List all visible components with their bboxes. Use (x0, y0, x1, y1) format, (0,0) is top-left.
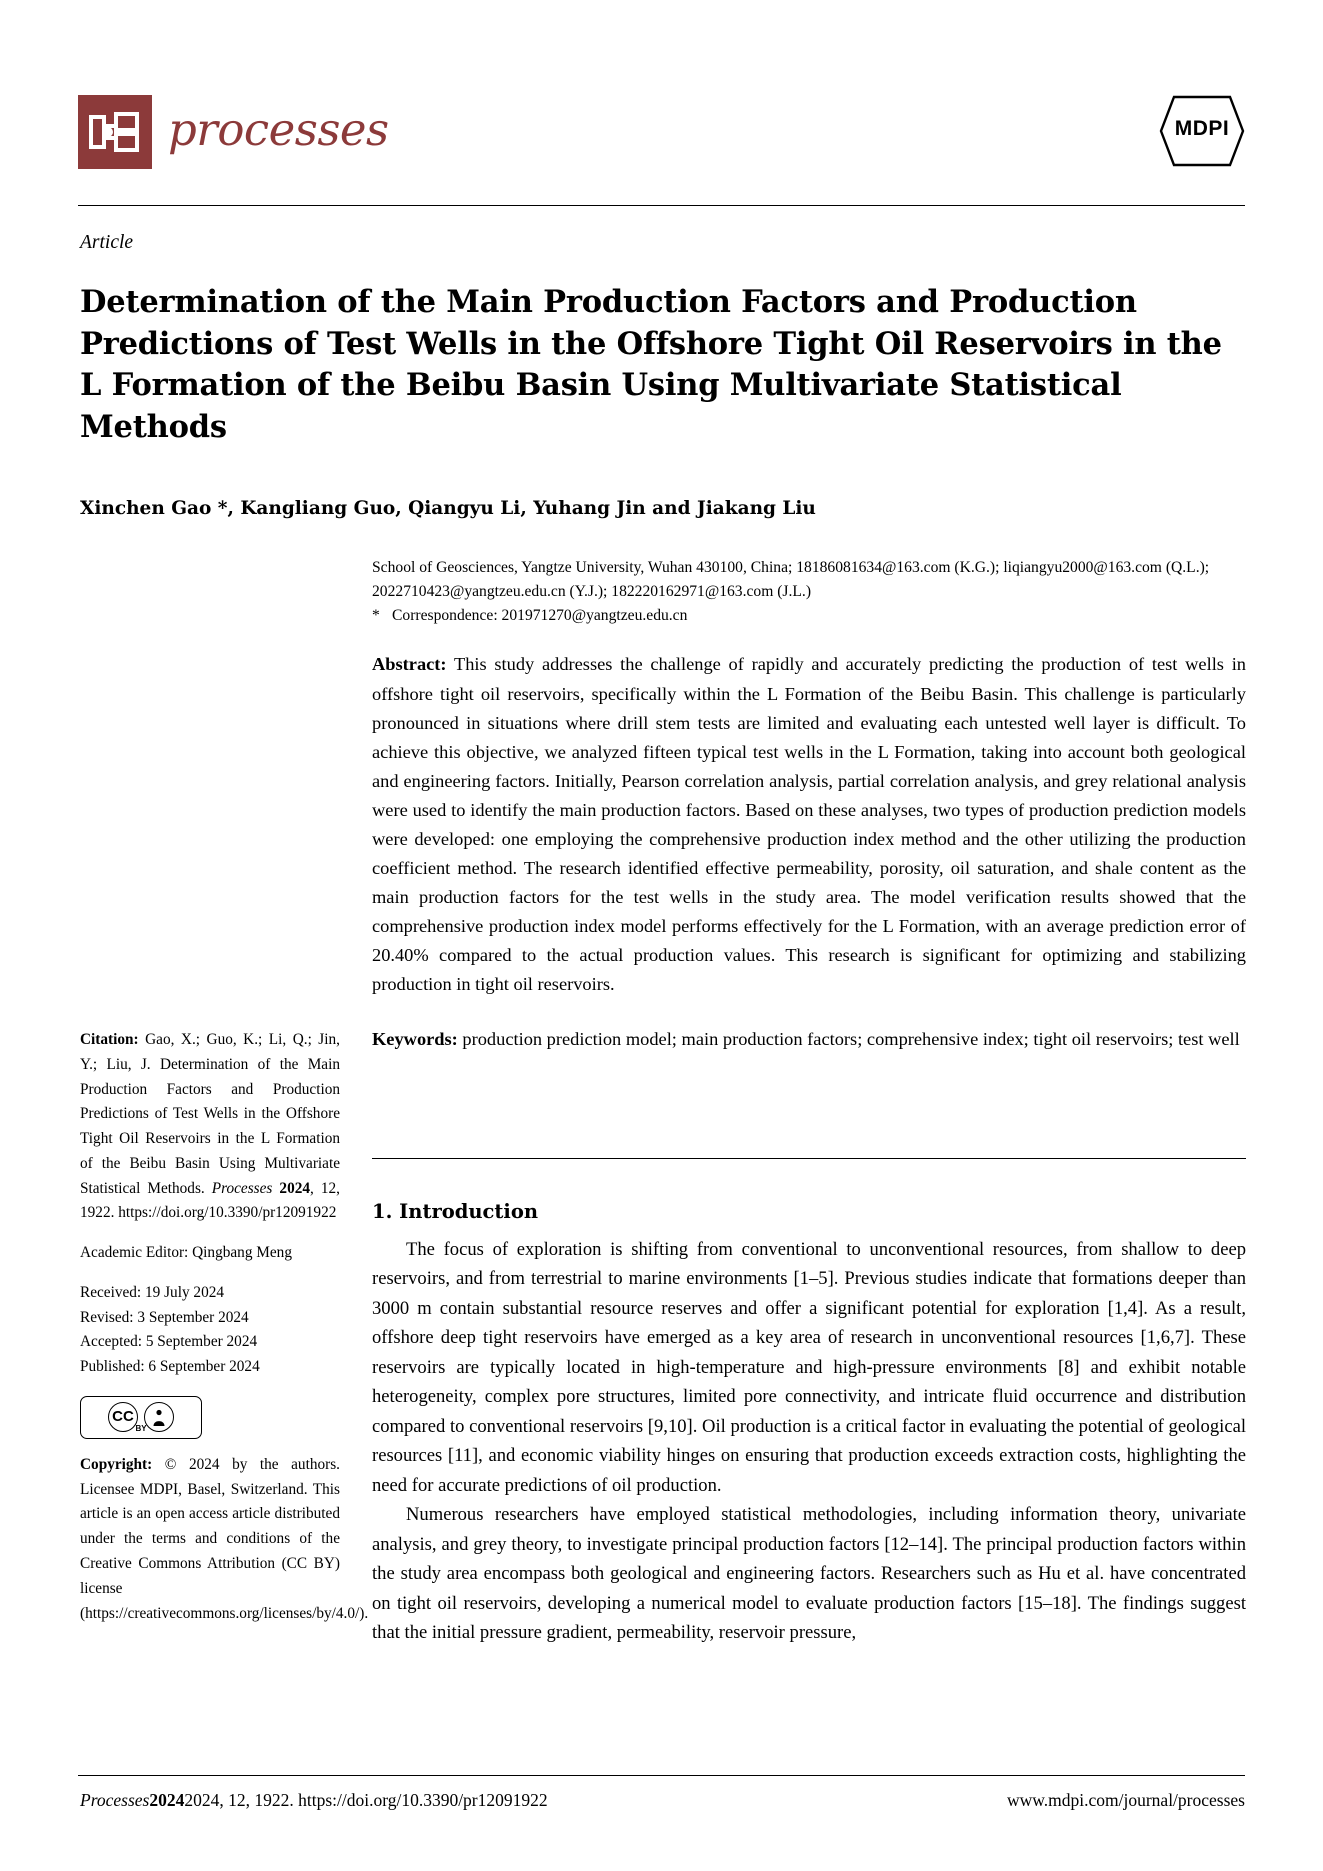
mdpi-logo-text: MDPI (1174, 117, 1230, 140)
citation-tail: , 12, 1922. https://doi.org/10.3390/pr12091922 (80, 1179, 340, 1222)
revised-date: Revised: 3 September 2024 (80, 1308, 249, 1326)
processes-gear-icon (78, 95, 152, 169)
journal-name: processes (168, 102, 389, 156)
copyright-text: © 2024 by the authors. Licensee MDPI, Basel, Switzerland. This article is an open access article distributed under the terms and conditions of the Creative Commons Attribution (CC BY) license (https://creativecommons.org/licenses/by/4.0/). (80, 1455, 369, 1622)
mdpi-logo (1159, 95, 1245, 167)
abstract-divider (372, 1158, 1246, 1159)
footer-year: 2024 (149, 1790, 185, 1810)
author-list: Xinchen Gao *, Kangliang Guo, Qiangyu Li, Yuhang Jin and Jiakang Liu (80, 498, 816, 519)
citation-block (80, 1028, 340, 1226)
citation-text: Gao, X.; Guo, K.; Li, Q.; Jin, Y.; Liu, J. Determination of the Main Production Factors and Production Predictions of Test Wells in the Offshore Tight Oil Reservoirs in the L Formation of the Beibu Basin Using Multivariate Statistical Methods. (80, 1031, 340, 1197)
sidebar-metadata (80, 1028, 369, 1641)
footer-url[interactable]: www.mdpi.com/journal/processes (1007, 1790, 1245, 1810)
cc-by-glyph: BY (135, 1424, 147, 1433)
abstract-label: Abstract: (372, 654, 447, 675)
article-frontmatter (372, 556, 1246, 1054)
keywords-label: Keywords: (372, 1029, 458, 1050)
citation-journal: Processes (211, 1179, 273, 1197)
footer-divider (78, 1775, 1245, 1776)
keywords (372, 1025, 1246, 1054)
keywords-text: production prediction model; main production factors; comprehensive index; tight oil reservoirs; test well (457, 1029, 1240, 1050)
citation-year: 2024 (279, 1179, 311, 1197)
article-type: Article (80, 232, 134, 253)
abstract (372, 650, 1246, 999)
footer-citation-rest: 2024, 12, 1922. https://doi.org/10.3390/pr12091922 (184, 1790, 548, 1810)
copyright-block (80, 1453, 369, 1626)
page-header (78, 95, 1245, 190)
header-divider (78, 205, 1245, 206)
accepted-date: Accepted: 5 September 2024 (80, 1333, 258, 1351)
page-footer (80, 1790, 1245, 1811)
abstract-text: This study addresses the challenge of rapidly and accurately predicting the production of test wells in offshore tight oil reservoirs, specifically within the L Formation of the Beibu Basin. This challenge is particularly pronounced in situations where drill stem tests are limited and evaluating each untested well layer is difficult. To achieve this objective, we analyzed fifteen typical test wells in the L Formation, taking into account both geological and engineering factors. Initially, Pearson correlation analysis, partial correlation analysis, and grey relational analysis were used to identify the main production factors. Based on these analyses, two types of production prediction models were developed: one employing the comprehensive production index method and the other utilizing the production coefficient method. The research identified effective permeability, porosity, oil saturation, and shale content as the main production factors for the test wells in the study area. The model verification results showed that the comprehensive production index model performs effectively for the L Formation, with an average prediction error of 20.40% compared to the actual production values. This research is significant for optimizing and stabilizing production in tight oil reservoirs. (372, 654, 1246, 995)
page-title: Determination of the Main Production Factors and Production Predictions of Test Wells in the Offshore Tight Oil Reservoirs in the L Formation of the Beibu Basin Using Multivariate Statistical Methods (80, 284, 1222, 445)
correspondence-text: Correspondence: 201971270@yangtzeu.edu.cn (392, 607, 688, 625)
footer-citation (80, 1790, 548, 1811)
academic-editor: Academic Editor: Qingbang Meng (80, 1244, 292, 1262)
published-date: Published: 6 September 2024 (80, 1358, 260, 1376)
received-date: Received: 19 July 2024 (80, 1283, 225, 1301)
affiliation-block (372, 556, 1246, 628)
introduction-section (372, 1200, 1246, 1648)
affiliation-text: School of Geosciences, Yangtze University, Wuhan 430100, China; 18186081634@163.com (K.G.); liqiangyu2000@163.com (Q.L.); 2022710423@yangtzeu.edu.cn (Y.J.); 182220162971@163.com (J.L.) (372, 559, 1210, 601)
section-heading-introduction: 1. Introduction (372, 1200, 539, 1223)
footer-journal: Processes (80, 1790, 150, 1810)
copyright-label: Copyright: (80, 1455, 153, 1473)
creative-commons-by-icon (80, 1396, 202, 1439)
citation-label: Citation: (80, 1031, 139, 1048)
correspondence-marker: * (372, 607, 380, 625)
journal-logo (78, 95, 389, 169)
person-icon (144, 1402, 174, 1432)
cc-glyph: CC (108, 1402, 138, 1432)
intro-paragraph-1: The focus of exploration is shifting from conventional to unconventional resources, from shallow to deep reservoirs, and from terrestrial to marine environments [1–5]. Previous studies indicate that formations deeper than 3000 m contain substantial resource reserves and offer a significant potential for exploration [1,4]. As a result, offshore deep tight reservoirs have emerged as a key area of research in unconventional resources [1,6,7]. These reservoirs are typically located in high-temperature and high-pressure environments [8] and exhibit notable heterogeneity, complex pore structures, limited pore connectivity, and intricate fluid occurrence and distribution compared to conventional reservoirs [9,10]. Oil production is a critical factor in evaluating the potential of geological resources [11], and economic viability hinges on ensuring that production exceeds extraction costs, highlighting the need for accurate predictions of oil production. (372, 1239, 1246, 1496)
intro-paragraph-2: Numerous researchers have employed statistical methodologies, including information theory, univariate analysis, and grey theory, to investigate principal production factors [12–14]. The principal production factors within the study area encompass both geological and engineering factors. Researchers such as Hu et al. have concentrated on tight oil reservoirs, developing a numerical model to evaluate production factors [15–18]. The findings suggest that the initial pressure gradient, permeability, reservoir pressure, (372, 1504, 1246, 1644)
